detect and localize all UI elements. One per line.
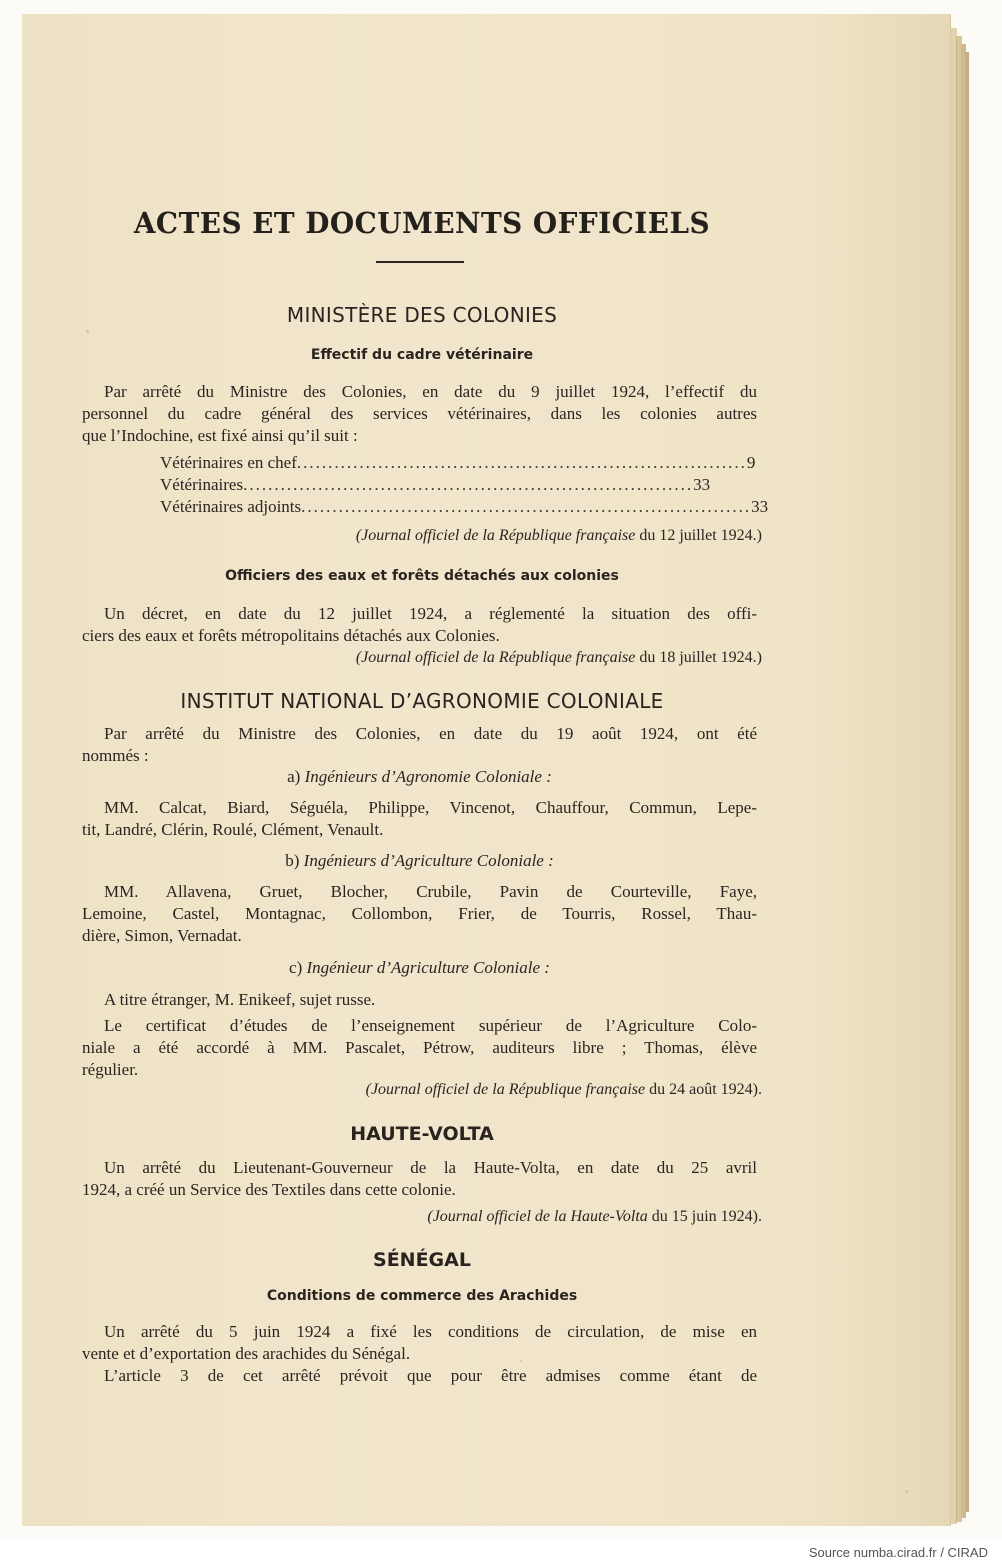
staff-row <box>160 475 711 497</box>
journal-reference <box>356 649 762 667</box>
text-line: Un arrêté du 5 juin 1924 a fixé les conditions de circulation, de mise en <box>104 1322 757 1341</box>
text-line: Un arrêté du Lieutenant-Gouverneur de la Haute-Volta, en date du 25 avril <box>104 1158 757 1177</box>
staff-label: Vétérinaires en chef <box>160 453 297 472</box>
reference-date: du 24 août 1924). <box>649 1081 762 1098</box>
text-line: régulier. <box>82 1060 139 1079</box>
paragraph-arachides <box>82 1321 757 1365</box>
leader-dots: ........................................................................ <box>296 453 747 472</box>
paragraph-officiers <box>82 603 757 647</box>
leader-dots: ........................................................................ <box>301 497 752 516</box>
text-line: nommés : <box>82 746 149 765</box>
reference-source: (Journal officiel de la République française <box>355 649 636 666</box>
category-label: Ingénieurs d’Agriculture Coloniale : <box>303 851 554 870</box>
paragraph-certificat <box>82 1015 757 1081</box>
section-heading-senegal: SÉNÉGAL <box>373 1249 471 1271</box>
subheading-arachides: Conditions de commerce des Arachides <box>266 1288 578 1304</box>
text-line: 1924, a créé un Service des Textiles dans cette colonie. <box>82 1180 456 1199</box>
category-letter: b) <box>285 851 300 870</box>
category-c-heading <box>82 958 757 978</box>
paper-spot <box>905 1490 908 1493</box>
staff-label: Vétérinaires adjoints <box>160 497 302 516</box>
reference-source: (Journal officiel de la République française <box>355 527 636 544</box>
page-title: ACTES ET DOCUMENTS OFFICIELS <box>133 206 711 240</box>
reference-date: du 12 juillet 1924.) <box>639 527 762 544</box>
category-label: Ingénieurs d’Agronomie Coloniale : <box>304 767 552 786</box>
journal-reference <box>427 1208 762 1226</box>
text-line: personnel du cadre général des services vétérinaires, dans les colonies autres <box>82 404 757 423</box>
text-line: Lemoine, Castel, Montagnac, Collombon, Frier, de Tourris, Rossel, Thau- <box>82 904 757 923</box>
paragraph-article-3 <box>82 1365 757 1387</box>
paragraph-category-c <box>82 989 757 1011</box>
staff-value: 9 <box>746 453 756 472</box>
reference-source: (Journal officiel de la République française <box>365 1081 646 1098</box>
staff-row <box>160 453 756 475</box>
text-line: MM. Calcat, Biard, Séguéla, Philippe, Vincenot, Chauffour, Commun, Lepe- <box>104 798 757 817</box>
text-line: Par arrêté du Ministre des Colonies, en date du 9 juillet 1924, l’effectif du <box>104 382 757 401</box>
category-letter: a) <box>287 767 301 786</box>
category-a-heading <box>82 767 757 787</box>
text-line: dière, Simon, Vernadat. <box>82 926 242 945</box>
category-b-heading <box>82 851 757 871</box>
reference-date: du 15 juin 1924). <box>651 1208 762 1225</box>
category-letter: c) <box>289 958 303 977</box>
journal-reference <box>356 527 762 545</box>
text-line: Par arrêté du Ministre des Colonies, en date du 19 août 1924, ont été <box>104 724 757 743</box>
staff-row <box>160 497 769 519</box>
title-rule <box>376 261 464 263</box>
category-label: Ingénieur d’Agriculture Coloniale : <box>306 958 550 977</box>
paragraph-effectif <box>82 381 757 447</box>
leader-dots: ........................................................................ <box>243 475 694 494</box>
section-heading-haute-volta: HAUTE-VOLTA <box>350 1123 494 1145</box>
staff-label: Vétérinaires <box>160 475 244 494</box>
text-line: MM. Allavena, Gruet, Blocher, Crubile, Pavin de Courteville, Faye, <box>104 882 757 901</box>
text-line: ciers des eaux et forêts métropolitains détachés aux Colonies. <box>82 626 500 645</box>
paragraph-institut-intro <box>82 723 757 767</box>
text-line: Un décret, en date du 12 juillet 1924, a réglementé la situation des offi- <box>104 604 757 623</box>
paragraph-category-b <box>82 881 757 947</box>
section-heading-ministere: MINISTÈRE DES COLONIES <box>286 303 558 327</box>
section-heading-institut: INSTITUT NATIONAL D’AGRONOMIE COLONIALE <box>180 689 664 713</box>
paragraph-category-a <box>82 797 757 841</box>
text-line: vente et d’exportation des arachides du Sénégal. <box>82 1344 411 1363</box>
paper-spot <box>86 330 89 333</box>
staff-value: 33 <box>693 475 711 494</box>
page-edge <box>965 52 969 1512</box>
source-credit: Source numba.cirad.fr / CIRAD <box>808 1545 988 1560</box>
reference-date: du 18 juillet 1924.) <box>639 649 762 666</box>
reference-source: (Journal officiel de la Haute-Volta <box>427 1208 648 1225</box>
text-line: niale a été accordé à MM. Pascalet, Pétrow, auditeurs libre ; Thomas, élève <box>82 1038 757 1057</box>
paragraph-haute-volta <box>82 1157 757 1201</box>
subheading-officiers: Officiers des eaux et forêts détachés aux colonies <box>225 568 619 584</box>
text-line: A titre étranger, M. Enikeef, sujet russe. <box>104 990 376 1009</box>
text-line: que l’Indochine, est fixé ainsi qu’il suit : <box>82 426 358 445</box>
staff-value: 33 <box>751 497 769 516</box>
text-line: tit, Landré, Clérin, Roulé, Clément, Venault. <box>82 820 384 839</box>
journal-reference <box>366 1081 762 1099</box>
text-line: L’article 3 de cet arrêté prévoit que pour être admises comme étant de <box>104 1366 757 1385</box>
subheading-effectif: Effectif du cadre vétérinaire <box>310 347 534 363</box>
text-line: Le certificat d’études de l’enseignement supérieur de l’Agriculture Colo- <box>104 1016 757 1035</box>
